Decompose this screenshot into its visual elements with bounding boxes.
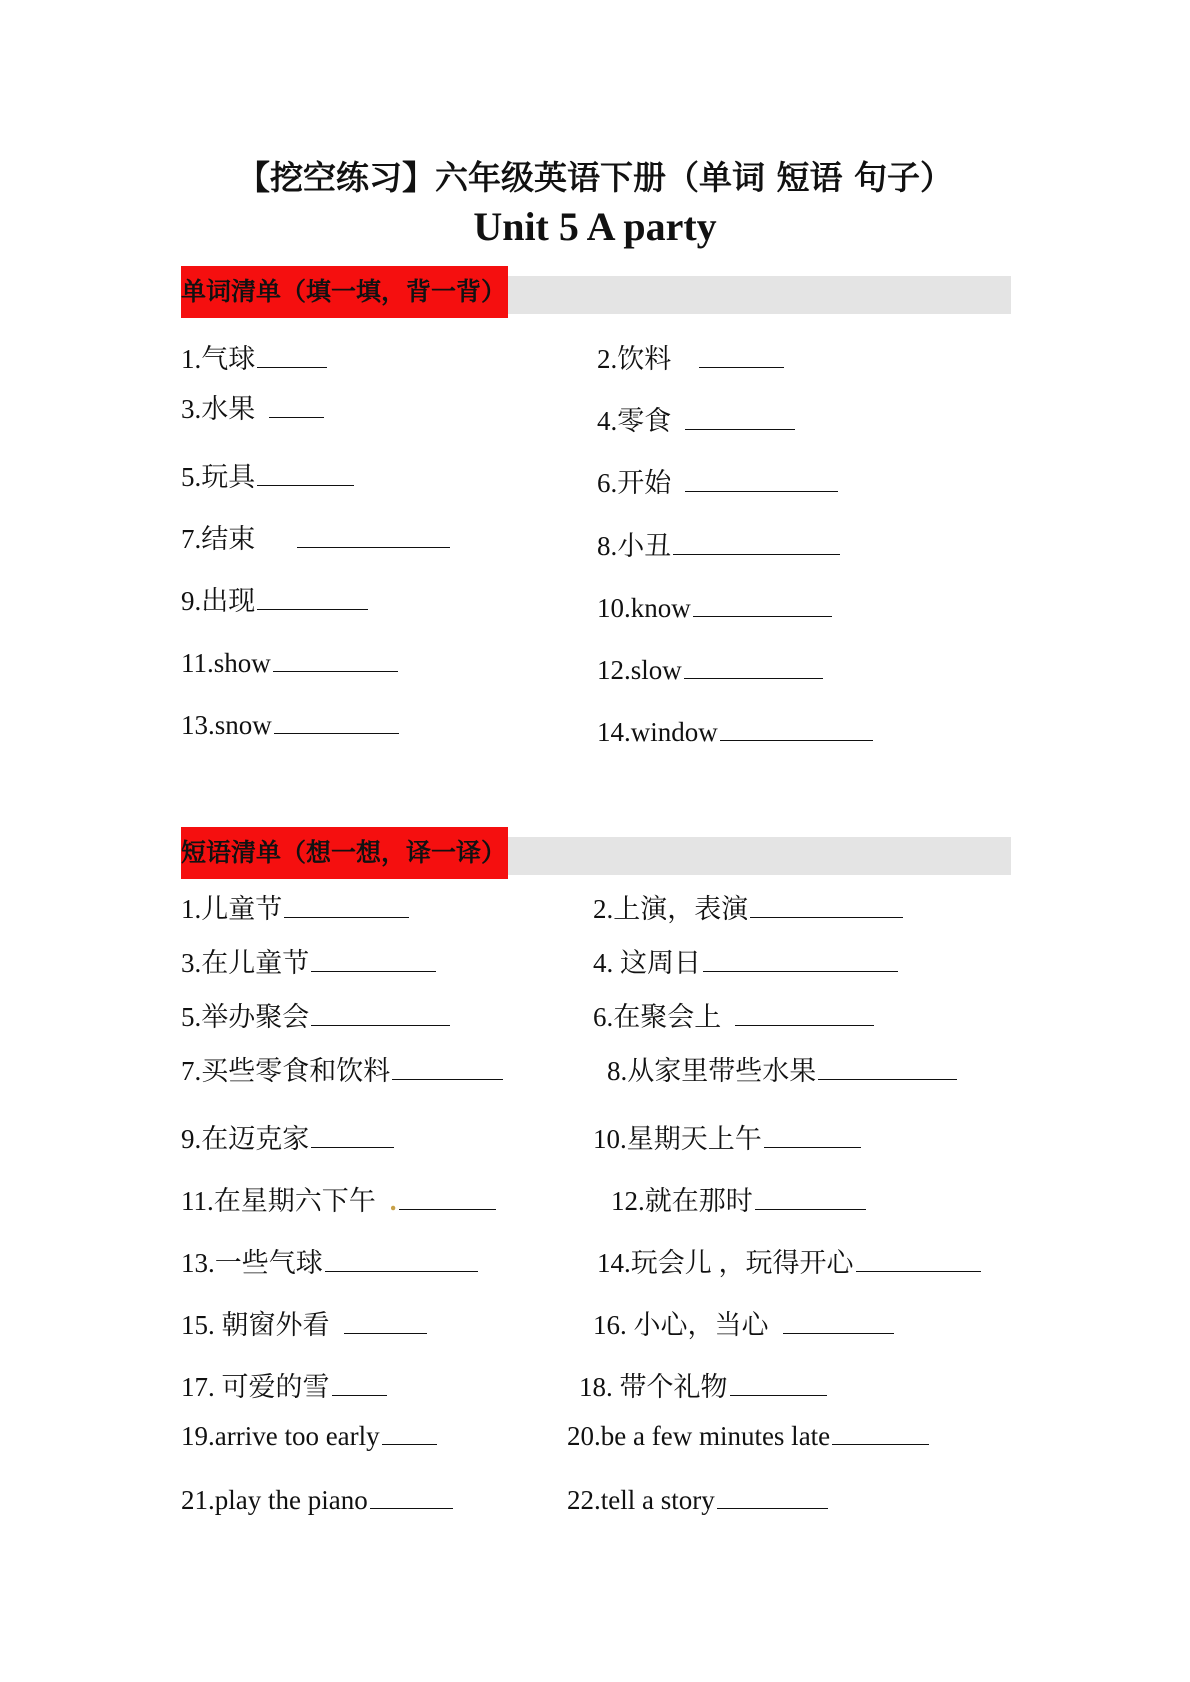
word-item-8: 8.小丑 bbox=[597, 530, 840, 561]
words-section-header bbox=[181, 276, 1011, 314]
answer-blank[interactable] bbox=[399, 1185, 496, 1210]
phrase-item-18: 18. 带个礼物 bbox=[579, 1371, 827, 1402]
word-item-12: 12.slow bbox=[597, 654, 823, 685]
phrase-item-22: 22.tell a story bbox=[567, 1484, 828, 1515]
phrase-item-1: 1.儿童节 bbox=[181, 893, 409, 924]
answer-blank[interactable] bbox=[684, 654, 823, 679]
answer-blank[interactable] bbox=[284, 893, 409, 918]
answer-blank[interactable] bbox=[273, 647, 398, 672]
answer-blank[interactable] bbox=[783, 1309, 894, 1334]
answer-blank[interactable] bbox=[685, 467, 838, 492]
phrase-item-13: 13.一些气球 bbox=[181, 1247, 478, 1278]
answer-blank[interactable] bbox=[311, 1123, 394, 1148]
answer-blank[interactable] bbox=[269, 393, 324, 418]
word-item-5: 5.玩具 bbox=[181, 461, 354, 492]
answer-blank[interactable] bbox=[392, 1055, 503, 1080]
answer-blank[interactable] bbox=[673, 530, 840, 555]
phrase-item-21: 21.play the piano bbox=[181, 1484, 453, 1515]
answer-blank[interactable] bbox=[832, 1420, 929, 1445]
answer-blank[interactable] bbox=[699, 343, 784, 368]
answer-blank[interactable] bbox=[703, 947, 898, 972]
answer-blank[interactable] bbox=[344, 1309, 427, 1334]
answer-blank[interactable] bbox=[325, 1247, 478, 1272]
answer-blank[interactable] bbox=[311, 1001, 450, 1026]
answer-blank[interactable] bbox=[735, 1001, 874, 1026]
answer-blank[interactable] bbox=[818, 1055, 957, 1080]
answer-blank[interactable] bbox=[764, 1123, 861, 1148]
phrase-item-5: 5.举办聚会 bbox=[181, 1001, 450, 1032]
answer-blank[interactable] bbox=[856, 1247, 981, 1272]
word-item-14: 14.window bbox=[597, 716, 873, 747]
answer-blank[interactable] bbox=[257, 461, 354, 486]
word-item-6: 6.开始 bbox=[597, 467, 838, 498]
answer-blank[interactable] bbox=[693, 592, 832, 617]
answer-blank[interactable] bbox=[382, 1420, 437, 1445]
phrase-item-7: 7.买些零食和饮料 bbox=[181, 1055, 503, 1086]
answer-blank[interactable] bbox=[370, 1484, 453, 1509]
answer-blank[interactable] bbox=[274, 709, 399, 734]
words-section-label: 单词清单（填一填，背一背） bbox=[181, 266, 508, 318]
phrase-item-20: 20.be a few minutes late bbox=[567, 1420, 929, 1451]
phrase-item-17: 17. 可爱的雪 bbox=[181, 1371, 387, 1402]
answer-blank[interactable] bbox=[311, 947, 436, 972]
answer-blank[interactable] bbox=[685, 405, 795, 430]
answer-blank[interactable] bbox=[730, 1371, 827, 1396]
word-item-2: 2.饮料 bbox=[597, 343, 784, 374]
word-item-4: 4.零食 bbox=[597, 405, 795, 436]
word-item-7: 7.结束 bbox=[181, 523, 450, 554]
answer-blank[interactable] bbox=[257, 585, 368, 610]
word-item-11: 11.show bbox=[181, 647, 398, 678]
phrase-item-8: 8.从家里带些水果 bbox=[607, 1055, 957, 1086]
phrase-item-9: 9.在迈克家 bbox=[181, 1123, 394, 1154]
phrase-item-10: 10.星期天上午 bbox=[593, 1123, 861, 1154]
phrase-item-11: 11.在星期六下午 . bbox=[181, 1185, 496, 1216]
unit-title: Unit 5 A party bbox=[473, 204, 717, 249]
answer-blank[interactable] bbox=[257, 343, 327, 368]
answer-blank[interactable] bbox=[755, 1185, 866, 1210]
phrase-item-14: 14.玩会儿 ，玩得开心 bbox=[597, 1247, 981, 1278]
phrases-section-label: 短语清单（想一想，译一译） bbox=[181, 827, 508, 879]
phrase-item-2: 2.上演，表演 bbox=[593, 893, 903, 924]
phrase-item-19: 19.arrive too early bbox=[181, 1420, 437, 1451]
page-title: 【挖空练习】六年级英语下册（单词 短语 句子） bbox=[237, 158, 953, 197]
answer-blank[interactable] bbox=[332, 1371, 387, 1396]
phrase-item-6: 6.在聚会上 bbox=[593, 1001, 874, 1032]
phrase-item-3: 3.在儿童节 bbox=[181, 947, 436, 978]
answer-blank[interactable] bbox=[717, 1484, 828, 1509]
phrase-item-16: 16. 小心，当心 bbox=[593, 1309, 894, 1340]
word-item-1: 1.气球 bbox=[181, 343, 327, 374]
word-item-9: 9.出现 bbox=[181, 585, 368, 616]
answer-blank[interactable] bbox=[750, 893, 903, 918]
phrase-item-15: 15. 朝窗外看 bbox=[181, 1309, 427, 1340]
word-item-10: 10.know bbox=[597, 592, 832, 623]
word-item-13: 13.snow bbox=[181, 709, 399, 740]
phrase-item-4: 4. 这周日 bbox=[593, 947, 898, 978]
answer-blank[interactable] bbox=[297, 523, 450, 548]
answer-blank[interactable] bbox=[720, 716, 873, 741]
word-item-3: 3.水果 bbox=[181, 393, 324, 424]
phrase-item-12: 12.就在那时 bbox=[611, 1185, 866, 1216]
phrases-section-header bbox=[181, 837, 1011, 875]
